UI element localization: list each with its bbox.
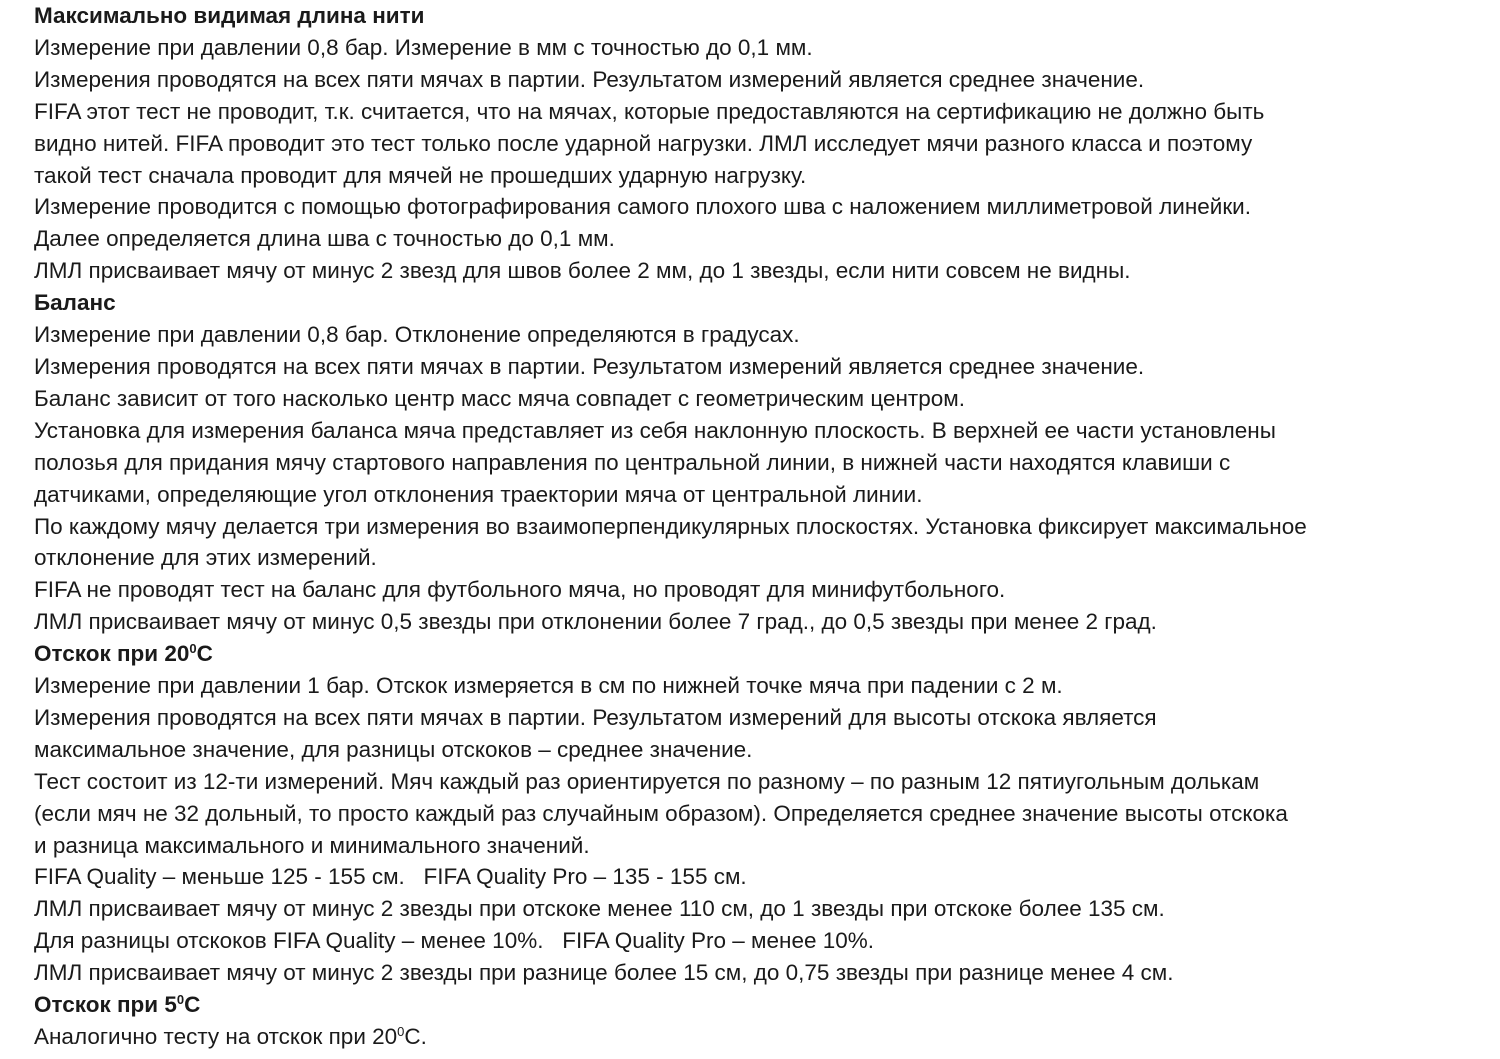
text-line: отклонение для этих измерений. (34, 545, 377, 571)
text-line: ЛМЛ присваивает мячу от минус 2 звезды при отскоке менее 110 см, до 1 звезды при отскоке более 135 см. (34, 896, 1165, 922)
heading-text: Отскок при 20 (34, 641, 190, 667)
text-line: По каждому мячу делается три измерения во взаимоперпендикулярных плоскостях. Установка фиксирует максимальное (34, 513, 1307, 539)
paragraph (34, 511, 1494, 575)
text-line: максимальное значение, для разницы отскоков – среднее значение. (34, 736, 753, 762)
heading-unit: С (196, 641, 213, 667)
paragraph (34, 32, 1494, 64)
paragraph (34, 957, 1494, 989)
text-line: и разница максимального и минимального значений. (34, 832, 590, 858)
text-line: Измерение при давлении 0,8 бар. Измерение в мм с точностью до 0,1 мм. (34, 34, 813, 60)
text-line: Измерения проводятся на всех пяти мячах в партии. Результатом измерений является среднее значение. (34, 353, 1145, 379)
text-line: датчиками, определяющие угол отклонения траектории мяча от центральной линии. (34, 481, 923, 507)
section-balance (34, 287, 1494, 638)
paragraph (34, 255, 1494, 287)
paragraph (34, 574, 1494, 606)
paragraph (34, 351, 1494, 383)
paragraph (34, 191, 1494, 223)
text-line (34, 1021, 1494, 1053)
text-line: Измерения проводятся на всех пяти мячах в партии. Результатом измерений является среднее значение. (34, 66, 1145, 92)
paragraph (34, 415, 1494, 511)
text-line: Измерение при давлении 0,8 бар. Отклонение определяются в градусах. (34, 322, 800, 348)
paragraph (34, 96, 1494, 192)
text-line: FIFA не проводят тест на баланс для футбольного мяча, но проводят для минифутбольного. (34, 577, 1006, 603)
text-line: (если мяч не 32 дольный, то просто каждый раз случайным образом). Определяется среднее значение высоты отскока (34, 800, 1288, 826)
text-line: Далее определяется длина шва с точностью до 0,1 мм. (34, 226, 615, 252)
text-line: Для разницы отскоков FIFA Quality – менее 10%. FIFA Quality Pro – менее 10%. (34, 928, 875, 954)
paragraph (34, 861, 1494, 893)
text-line: ЛМЛ присваивает мячу от минус 2 звезды при разнице более 15 см, до 0,75 звезды при разнице менее 4 см. (34, 960, 1174, 986)
section-bounce-20c (34, 638, 1494, 989)
text-line: ЛМЛ присваивает мячу от минус 0,5 звезды при отклонении более 7 град., до 0,5 звезды при менее 2 град. (34, 609, 1157, 635)
text-line: Тест состоит из 12-ти измерений. Мяч каждый раз ориентируется по разному – по разным 12 пятиугольным долькам (34, 768, 1260, 794)
line-unit: С. (404, 1024, 427, 1049)
paragraph (34, 702, 1494, 766)
section-heading: Максимально видимая длина нити (34, 3, 425, 28)
paragraph (34, 670, 1494, 702)
text-line: Измерение проводится с помощью фотографирования самого плохого шва с наложением миллиметровой линейки. (34, 194, 1251, 220)
text-line: полозья для придания мячу стартового направления по центральной линии, в нижней части находятся клавиши с (34, 449, 1231, 475)
text-line: видно нитей. FIFA проводит это тест только после ударной нагрузки. ЛМЛ исследует мячи разного класса и поэтому (34, 130, 1253, 156)
paragraph (34, 893, 1494, 925)
text-line: FIFA этот тест не проводит, т.к. считается, что на мячах, которые предоставляются на сертификацию не должно быть (34, 98, 1265, 124)
section-heading (34, 989, 1494, 1021)
section-thread-length (34, 0, 1494, 287)
text-line: Измерения проводятся на всех пяти мячах в партии. Результатом измерений для высоты отскока является (34, 704, 1157, 730)
paragraph (34, 223, 1494, 255)
paragraph (34, 383, 1494, 415)
section-heading: Баланс (34, 290, 116, 316)
paragraph (34, 319, 1494, 351)
line-text: Аналогично тесту на отскок при 20 (34, 1024, 398, 1049)
text-line: Измерение при давлении 1 бар. Отскок измеряется в см по нижней точке мяча при падении с 2 м. (34, 673, 1063, 699)
heading-unit: С (184, 992, 201, 1018)
heading-text: Отскок при 5 (34, 992, 177, 1018)
section-bounce-5c (34, 989, 1494, 1053)
text-line: FIFA Quality – меньше 125 - 155 см. FIFA Quality Pro – 135 - 155 см. (34, 864, 747, 890)
paragraph (34, 1021, 1494, 1053)
paragraph (34, 606, 1494, 638)
degree-superscript: 0 (397, 1024, 405, 1039)
text-line: ЛМЛ присваивает мячу от минус 2 звезд для швов более 2 мм, до 1 звезды, если нити совсем не видны. (34, 258, 1131, 284)
text-line: такой тест сначала проводит для мячей не прошедших ударную нагрузку. (34, 162, 807, 188)
paragraph (34, 925, 1494, 957)
section-heading (34, 638, 1494, 670)
paragraph (34, 64, 1494, 96)
document-body (34, 0, 1494, 1053)
degree-superscript: 0 (189, 641, 197, 657)
paragraph (34, 766, 1494, 862)
text-line: Баланс зависит от того насколько центр масс мяча совпадет с геометрическим центром. (34, 385, 965, 411)
degree-superscript: 0 (176, 992, 185, 1008)
text-line: Установка для измерения баланса мяча представляет из себя наклонную плоскость. В верхней ее части установлены (34, 417, 1276, 443)
